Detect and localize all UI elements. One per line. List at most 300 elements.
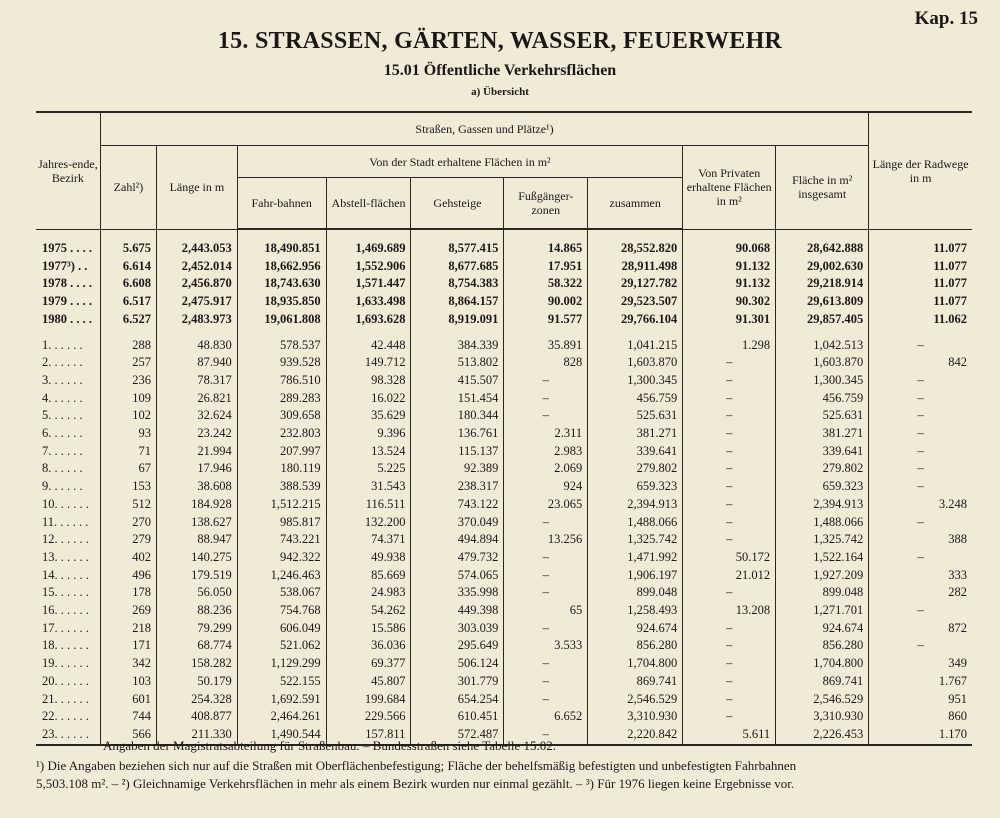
header-laenge: Länge in m (157, 146, 238, 230)
table-cell: 74.371 (326, 531, 411, 549)
row-label: 11. . . . . . (42, 514, 89, 529)
table-cell: 301.779 (411, 673, 504, 691)
row-label: 19. . . . . . (42, 656, 89, 671)
table-cell: 572.487 (411, 726, 504, 745)
table-cell: 29,523.507 (588, 293, 683, 311)
table-cell: 14.865 (504, 240, 588, 258)
table-cell: 924 (504, 478, 588, 496)
table-row (36, 311, 972, 329)
table-cell: 8,864.157 (411, 293, 504, 311)
table-cell: 574.065 (411, 567, 504, 585)
table-cell: 1,471.992 (588, 549, 683, 567)
table-cell: – (869, 425, 972, 443)
table-cell: – (683, 673, 776, 691)
table-cell: 102 (100, 407, 156, 425)
row-label: 1980 . . . . (42, 311, 92, 326)
table-cell: – (683, 620, 776, 638)
table-cell: 303.039 (411, 620, 504, 638)
table-cell: – (869, 478, 972, 496)
table-cell: – (504, 726, 588, 745)
table-cell: 91.132 (683, 258, 776, 276)
table-cell: 1,704.800 (588, 655, 683, 673)
row-label: 7. . . . . . (42, 443, 83, 458)
table-cell: 6.614 (100, 258, 156, 276)
table-cell: 1,522.164 (776, 549, 869, 567)
table-cell: – (683, 390, 776, 408)
table-cell: 521.062 (237, 637, 326, 655)
table-cell: 178 (100, 584, 156, 602)
table-cell: 828 (504, 354, 588, 372)
footnote-line-2: 5,503.108 m². – ²) Gleichnamige Verkehrsflächen in mehr als einem Bezirk wurden nur einmal gezählt. – ³) Für 1976 liegen keine Ergebnisse vor. (36, 776, 795, 791)
table-cell: – (869, 390, 972, 408)
table-cell: 28,642.888 (776, 240, 869, 258)
row-label: 6. . . . . . (42, 426, 83, 441)
table-row (36, 708, 972, 726)
table-cell: – (504, 549, 588, 567)
table-cell: 67 (100, 460, 156, 478)
table-cell: 16.022 (326, 390, 411, 408)
table-cell: 1,325.742 (776, 531, 869, 549)
table-cell: 29,613.809 (776, 293, 869, 311)
table-cell: 8,677.685 (411, 258, 504, 276)
table-cell: 42.448 (326, 337, 411, 355)
table-cell: 87.940 (157, 354, 238, 372)
table-cell: – (683, 478, 776, 496)
row-label: 17. . . . . . (42, 620, 89, 635)
table-cell: 525.631 (776, 407, 869, 425)
table-cell: 335.998 (411, 584, 504, 602)
table-cell: 856.280 (588, 637, 683, 655)
row-label: 3. . . . . . (42, 372, 83, 387)
table-cell: 98.328 (326, 372, 411, 390)
table-cell: 28,552.820 (588, 240, 683, 258)
table-cell: 939.528 (237, 354, 326, 372)
table-cell: – (683, 514, 776, 532)
row-label: 8. . . . . . (42, 461, 83, 476)
row-label: 1978 . . . . (42, 276, 92, 291)
table-cell: 38.608 (157, 478, 238, 496)
table-cell: 1.170 (869, 726, 972, 745)
table-cell: 3.533 (504, 637, 588, 655)
table-cell: 138.627 (157, 514, 238, 532)
table-cell: 2,475.917 (157, 293, 238, 311)
table-cell: 496 (100, 567, 156, 585)
table-cell: 743.221 (237, 531, 326, 549)
row-label: 4. . . . . . (42, 390, 83, 405)
table-cell: 21.994 (157, 443, 238, 461)
table-cell: 513.802 (411, 354, 504, 372)
table-cell: 69.377 (326, 655, 411, 673)
table-cell: 842 (869, 354, 972, 372)
table-cell: 115.137 (411, 443, 504, 461)
header-flaeche: Fläche in m² insgesamt (776, 146, 869, 230)
table-cell: 1.298 (683, 337, 776, 355)
table-cell: 24.983 (326, 584, 411, 602)
table-cell: 90.068 (683, 240, 776, 258)
table-cell: 17.946 (157, 460, 238, 478)
table-cell: 2.069 (504, 460, 588, 478)
table-cell: 1,469.689 (326, 240, 411, 258)
row-label: 14. . . . . . (42, 567, 89, 582)
row-label: 1977³) . . (42, 258, 88, 273)
table-cell: 2.983 (504, 443, 588, 461)
table-cell: 8,754.383 (411, 275, 504, 293)
table-cell: 2,546.529 (776, 691, 869, 709)
row-label: 5. . . . . . (42, 408, 83, 423)
header-stadt: Von der Stadt erhaltene Flächen in m² (237, 146, 682, 178)
table-cell: 786.510 (237, 372, 326, 390)
table-cell: – (683, 531, 776, 549)
table-cell: 35.629 (326, 407, 411, 425)
table-cell: 1,300.345 (588, 372, 683, 390)
data-table (36, 111, 972, 746)
row-label: 21. . . . . . (42, 691, 89, 706)
table-cell: – (869, 407, 972, 425)
table-cell: 2,452.014 (157, 258, 238, 276)
table-cell: 79.299 (157, 620, 238, 638)
table-cell: – (683, 372, 776, 390)
table-cell: 199.684 (326, 691, 411, 709)
table-cell: 13.524 (326, 443, 411, 461)
table-cell: 270 (100, 514, 156, 532)
table-cell: 23.065 (504, 496, 588, 514)
table-cell: 151.454 (411, 390, 504, 408)
table-cell: 2,394.913 (588, 496, 683, 514)
table-cell: 951 (869, 691, 972, 709)
table-cell: 370.049 (411, 514, 504, 532)
table-row (36, 337, 972, 355)
table-cell: 140.275 (157, 549, 238, 567)
table-cell: 282 (869, 584, 972, 602)
table-cell: 91.132 (683, 275, 776, 293)
table-cell: 78.317 (157, 372, 238, 390)
row-label: 15. . . . . . (42, 585, 89, 600)
table-cell: 381.271 (588, 425, 683, 443)
table-cell: 29,002.630 (776, 258, 869, 276)
table-cell: – (504, 584, 588, 602)
table-cell: 158.282 (157, 655, 238, 673)
table-cell: 349 (869, 655, 972, 673)
table-cell: 18,490.851 (237, 240, 326, 258)
table-cell: 2,443.053 (157, 240, 238, 258)
table-cell: 149.712 (326, 354, 411, 372)
table-cell: 36.036 (326, 637, 411, 655)
table-cell: 2,394.913 (776, 496, 869, 514)
table-cell: 1,041.215 (588, 337, 683, 355)
table-cell: – (869, 549, 972, 567)
table-cell: 1,927.209 (776, 567, 869, 585)
table-cell: 388 (869, 531, 972, 549)
table-row (36, 514, 972, 532)
table-cell: 538.067 (237, 584, 326, 602)
table-cell: 942.322 (237, 549, 326, 567)
table-cell: 1,258.493 (588, 602, 683, 620)
table-cell: 92.389 (411, 460, 504, 478)
table-cell: 18,935.850 (237, 293, 326, 311)
table-cell: 2,483.973 (157, 311, 238, 329)
table-cell: 1,490.544 (237, 726, 326, 745)
table-cell: 899.048 (588, 584, 683, 602)
table-cell: 21.012 (683, 567, 776, 585)
table-cell: 654.254 (411, 691, 504, 709)
table-cell: 1,488.066 (776, 514, 869, 532)
table-cell: 506.124 (411, 655, 504, 673)
table-cell: 171 (100, 637, 156, 655)
table-cell: 339.641 (776, 443, 869, 461)
table-cell: 179.519 (157, 567, 238, 585)
table-cell: 1,246.463 (237, 567, 326, 585)
table-cell: 116.511 (326, 496, 411, 514)
table-cell: 236 (100, 372, 156, 390)
table-cell: 6.652 (504, 708, 588, 726)
table-cell: 1,693.628 (326, 311, 411, 329)
table-row (36, 425, 972, 443)
table-cell: 512 (100, 496, 156, 514)
table-cell: 85.669 (326, 567, 411, 585)
table-cell: 232.803 (237, 425, 326, 443)
table-cell: – (869, 602, 972, 620)
table-cell: 11.077 (869, 258, 972, 276)
table-cell: 744 (100, 708, 156, 726)
table-cell: 1.767 (869, 673, 972, 691)
table-cell: 32.624 (157, 407, 238, 425)
table-cell: – (683, 460, 776, 478)
table-cell: – (504, 514, 588, 532)
table-row (36, 240, 972, 258)
table-cell: 610.451 (411, 708, 504, 726)
table-row (36, 443, 972, 461)
table-cell: 743.122 (411, 496, 504, 514)
row-label: 1. . . . . . (42, 337, 83, 352)
table-cell: 1,512.215 (237, 496, 326, 514)
table-cell: 872 (869, 620, 972, 638)
chapter-label: Kap. 15 (914, 8, 978, 29)
table-cell: 29,857.405 (776, 311, 869, 329)
table-cell: 309.658 (237, 407, 326, 425)
table-cell: 109 (100, 390, 156, 408)
table-cell: – (683, 584, 776, 602)
table-cell: 132.200 (326, 514, 411, 532)
table-cell: 479.732 (411, 549, 504, 567)
table-cell: 342 (100, 655, 156, 673)
table-cell: 1,571.447 (326, 275, 411, 293)
table-cell: 254.328 (157, 691, 238, 709)
table-row (36, 478, 972, 496)
row-label: 22. . . . . . (42, 709, 89, 724)
table-cell: 295.649 (411, 637, 504, 655)
table-cell: 136.761 (411, 425, 504, 443)
table-cell: 18,743.630 (237, 275, 326, 293)
table-cell: – (869, 337, 972, 355)
table-cell: 211.330 (157, 726, 238, 745)
table-cell: 90.302 (683, 293, 776, 311)
row-label: 1975 . . . . (42, 241, 92, 255)
table-cell: 238.317 (411, 478, 504, 496)
table-cell: 1,042.513 (776, 337, 869, 355)
table-cell: 26.821 (157, 390, 238, 408)
table-cell: 899.048 (776, 584, 869, 602)
table-row (36, 531, 972, 549)
row-label: 23. . . . . . (36, 726, 100, 745)
table-cell: 71 (100, 443, 156, 461)
row-label: 18. . . . . . (42, 638, 89, 653)
row-label: 13. . . . . . (42, 549, 89, 564)
table-cell: – (504, 390, 588, 408)
table-cell: – (683, 407, 776, 425)
table-cell: – (504, 372, 588, 390)
table-cell: 924.674 (588, 620, 683, 638)
spacer-row (36, 229, 972, 240)
table-cell: – (869, 372, 972, 390)
table-cell: 402 (100, 549, 156, 567)
row-label: 10. . . . . . (42, 496, 89, 511)
table-cell: – (504, 620, 588, 638)
table-cell: 9.396 (326, 425, 411, 443)
header-group: Straßen, Gassen und Plätze¹) (100, 112, 868, 146)
table-cell: 339.641 (588, 443, 683, 461)
header-zahl: Zahl²) (100, 146, 156, 230)
table-cell: 19,061.808 (237, 311, 326, 329)
table-cell: 456.759 (588, 390, 683, 408)
table-row (36, 549, 972, 567)
table-cell: 11.077 (869, 240, 972, 258)
table-cell: 180.344 (411, 407, 504, 425)
table-cell: 45.807 (326, 673, 411, 691)
table-row (36, 496, 972, 514)
table-cell: 257 (100, 354, 156, 372)
table-cell: – (869, 637, 972, 655)
table-cell: 11.077 (869, 275, 972, 293)
header-fussgaenger: Fußgänger-zonen (504, 178, 588, 230)
table-cell: 50.172 (683, 549, 776, 567)
table-cell: 153 (100, 478, 156, 496)
table-cell: 606.049 (237, 620, 326, 638)
row-label: 16. . . . . . (42, 603, 89, 618)
table-cell: 449.398 (411, 602, 504, 620)
table-cell: 13.208 (683, 602, 776, 620)
spacer-row (36, 329, 972, 337)
table-cell: 218 (100, 620, 156, 638)
table-cell: 93 (100, 425, 156, 443)
table-row (36, 584, 972, 602)
table-cell: 54.262 (326, 602, 411, 620)
table-title: 15.01 Öffentliche Verkehrsflächen (383, 62, 617, 79)
table-cell: 279.802 (776, 460, 869, 478)
table-cell: 48.830 (157, 337, 238, 355)
table-cell: – (683, 691, 776, 709)
table-cell: – (683, 655, 776, 673)
table-cell: 522.155 (237, 673, 326, 691)
table-cell: 17.951 (504, 258, 588, 276)
table-row (36, 655, 972, 673)
table-cell: 659.323 (776, 478, 869, 496)
header-jahr: Jahres-ende, Bezirk (36, 112, 100, 229)
table-cell: 184.928 (157, 496, 238, 514)
table-cell: 29,127.782 (588, 275, 683, 293)
table-cell: 90.002 (504, 293, 588, 311)
table-cell: 31.543 (326, 478, 411, 496)
table-cell: 180.119 (237, 460, 326, 478)
table-cell: 207.997 (237, 443, 326, 461)
table-cell: 415.507 (411, 372, 504, 390)
table-cell: 11.062 (869, 311, 972, 329)
table-cell: 65 (504, 602, 588, 620)
table-cell: 456.759 (776, 390, 869, 408)
table-cell: 68.774 (157, 637, 238, 655)
table-cell: 5.225 (326, 460, 411, 478)
table-cell: 3,310.930 (588, 708, 683, 726)
table-cell: – (683, 496, 776, 514)
table-cell: 3,310.930 (776, 708, 869, 726)
table-cell: 578.537 (237, 337, 326, 355)
table-cell: 6.517 (100, 293, 156, 311)
table-row (36, 637, 972, 655)
table-cell: 1,603.870 (776, 354, 869, 372)
table-row (36, 372, 972, 390)
table-cell: 103 (100, 673, 156, 691)
table-cell: 494.894 (411, 531, 504, 549)
table-cell: 8,919.091 (411, 311, 504, 329)
table-cell: 18,662.956 (237, 258, 326, 276)
table-cell: – (504, 407, 588, 425)
table-cell: 289.283 (237, 390, 326, 408)
header-privat: Von Privaten erhaltene Flächen in m² (683, 146, 776, 230)
table-cell: 5.611 (683, 726, 776, 745)
row-label: 2. . . . . . (42, 355, 83, 370)
table-cell: 754.768 (237, 602, 326, 620)
table-cell: 91.577 (504, 311, 588, 329)
table-cell: – (683, 443, 776, 461)
section-title: a) Übersicht (471, 86, 529, 98)
table-cell: 6.527 (100, 311, 156, 329)
table-cell: 985.817 (237, 514, 326, 532)
table-cell: – (683, 354, 776, 372)
table-row (36, 620, 972, 638)
header-gehsteige: Gehsteige (411, 178, 504, 230)
table-cell: 659.323 (588, 478, 683, 496)
table-cell: 924.674 (776, 620, 869, 638)
table-cell: 601 (100, 691, 156, 709)
table-cell: – (683, 425, 776, 443)
table-cell: 269 (100, 602, 156, 620)
table-body (36, 229, 972, 745)
table-cell: 11.077 (869, 293, 972, 311)
table-cell: 384.339 (411, 337, 504, 355)
table-row (36, 390, 972, 408)
table-row (36, 354, 972, 372)
footnote-line-1: ¹) Die Angaben beziehen sich nur auf die Straßen mit Oberflächenbefestigung; Fläche der behelfsmäßig befestigten und unbefestigten Fahrbahnen (36, 758, 797, 773)
table-cell: 29,766.104 (588, 311, 683, 329)
table-cell: 49.938 (326, 549, 411, 567)
table-cell: – (504, 567, 588, 585)
table-row (36, 602, 972, 620)
row-label: 9. . . . . . (42, 479, 83, 494)
table-row (36, 407, 972, 425)
table-cell: 23.242 (157, 425, 238, 443)
table-cell: – (869, 460, 972, 478)
table-row (36, 460, 972, 478)
table-cell: 856.280 (776, 637, 869, 655)
table-cell: 566 (100, 726, 156, 745)
table-cell: 1,325.742 (588, 531, 683, 549)
table-cell: 1,488.066 (588, 514, 683, 532)
table-cell: 279.802 (588, 460, 683, 478)
table-cell: 860 (869, 708, 972, 726)
table-cell: 1,633.498 (326, 293, 411, 311)
table-cell: 1,552.906 (326, 258, 411, 276)
table-row (36, 258, 972, 276)
table-cell: 2,220.842 (588, 726, 683, 745)
